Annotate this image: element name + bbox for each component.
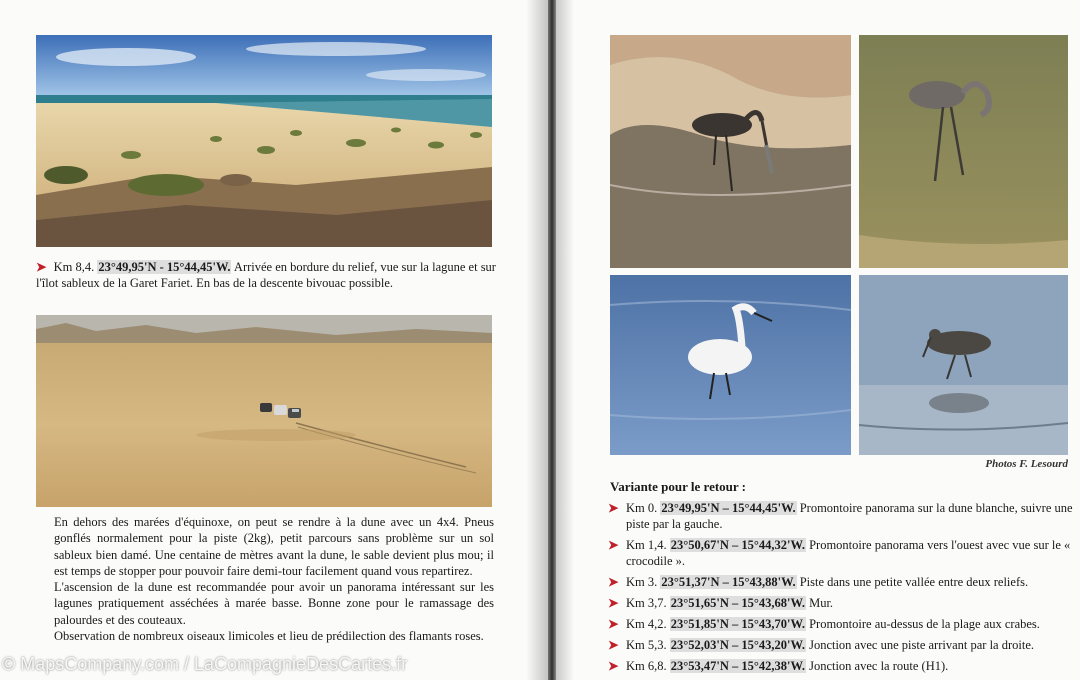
route-km: Km 4,2. — [626, 617, 667, 631]
route-description: Mur. — [809, 596, 834, 610]
paragraph-dune-ascent: L'ascension de la dune est recommandée pour avoir un panorama intéressant sur les lagunes pratiquement asséchées à marée basse. Bonne zone pour le ramassage des palourdes et des couteaux. — [54, 580, 494, 627]
route-step — [608, 537, 1074, 569]
route-step — [608, 637, 1074, 653]
route-description: Jonction avec la route (H1). — [809, 659, 949, 673]
route-coordinates: 23°51,85'N – 15°43,70'W. — [670, 617, 805, 631]
dune-landscape-photo — [36, 35, 492, 247]
route-km: Km 1,4. — [626, 538, 667, 552]
red-arrow-bullet-icon: ➤ — [608, 596, 619, 610]
photo-caption-km-8-4 — [36, 259, 496, 291]
route-coordinates: 23°49,95'N – 15°44,45'W. — [661, 501, 796, 515]
red-arrow-bullet-icon: ➤ — [608, 501, 619, 515]
route-step — [608, 574, 1074, 590]
route-km: Km 5,3. — [626, 638, 667, 652]
route-coordinates: 23°53,47'N – 15°42,38'W. — [670, 659, 805, 673]
red-arrow-bullet-icon: ➤ — [608, 617, 619, 631]
route-coordinates: 23°52,03'N – 15°43,20'W. — [670, 638, 805, 652]
book-gutter — [548, 0, 556, 680]
route-step — [608, 500, 1074, 532]
route-coordinates: 23°51,65'N – 15°43,68'W. — [670, 596, 805, 610]
dune-access-text — [54, 514, 494, 644]
route-coordinates: 23°51,37'N – 15°43,88'W. — [661, 575, 796, 589]
red-arrow-bullet-icon: ➤ — [608, 638, 619, 652]
caption-coordinates: 23°49,95'N - 15°44,45'W. — [98, 260, 231, 274]
route-description: Jonction avec une piste arrivant par la droite. — [809, 638, 1034, 652]
route-step — [608, 595, 1074, 611]
route-description: Piste dans une petite vallée entre deux reliefs. — [799, 575, 1029, 589]
route-description: Promontoire panorama sur la dune blanche, suivre une piste par la gauche. — [626, 501, 1073, 531]
route-km: Km 3. — [626, 575, 658, 589]
red-arrow-bullet-icon: ➤ — [608, 659, 619, 673]
wader-bird-photo — [859, 275, 1068, 455]
return-route-list — [608, 500, 1074, 679]
right-page — [556, 0, 1080, 680]
route-step — [608, 658, 1074, 674]
route-km: Km 0. — [626, 501, 658, 515]
desert-4x4-convoy-photo — [36, 315, 492, 507]
red-arrow-bullet-icon: ➤ — [608, 538, 619, 552]
caption-km: Km 8,4. — [53, 260, 95, 274]
paragraph-4x4-access: En dehors des marées d'équinoxe, on peut se rendre à la dune avec un 4x4. Pneus gonflés normalement pour la piste (2kg), petit parcours sans problème sur un sol sableux bien damé. Une centaine de mètres avant la dune, le sable devient plus mou; il est temps de stopper pour pouvoir faire demi-tour facilement quand vous repartirez. — [54, 515, 494, 578]
egret-photo — [610, 275, 851, 455]
paragraph-birdwatching: Observation de nombreux oiseaux limicoles et lieu de prédilection des flamants roses. — [54, 629, 484, 644]
route-description: Promontoire panorama vers l'ouest avec vue sur le « crocodile ». — [626, 538, 1071, 568]
route-step — [608, 616, 1074, 632]
route-coordinates: 23°50,67'N – 15°44,32'W. — [670, 538, 805, 552]
route-km: Km 6,8. — [626, 659, 667, 673]
copyright-watermark: © MapsCompany.com / LaCompagnieDesCartes.fr — [2, 654, 408, 674]
red-arrow-bullet-icon: ➤ — [36, 260, 47, 274]
flamingo-photo — [859, 35, 1068, 268]
caption-text: Arrivée en bordure du relief, vue sur la lagune et sur l'îlot sableux de la Garet Fariet. En bas de la descente bivouac possible. — [36, 260, 496, 290]
red-arrow-bullet-icon: ➤ — [608, 575, 619, 589]
route-description: Promontoire au-dessus de la plage aux crabes. — [809, 617, 1040, 631]
section-title: Variante pour le retour : — [610, 479, 747, 494]
route-km: Km 3,7. — [626, 596, 667, 610]
heron-with-fish-photo — [610, 35, 851, 268]
photo-credit: Photos F. Lesourd — [985, 458, 1068, 470]
